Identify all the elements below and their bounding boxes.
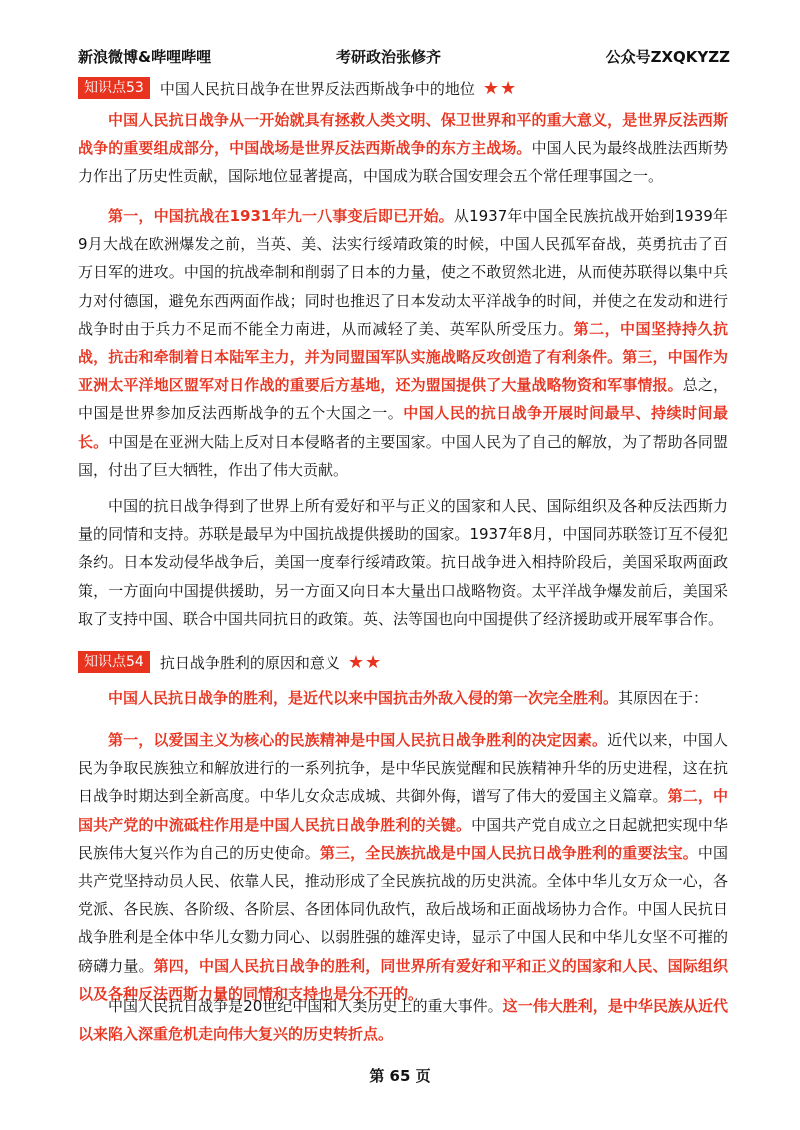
header-right-text: 公众号ZXQKYZZ	[605, 48, 730, 66]
knowledge-point-tag: 知识点54	[78, 651, 150, 673]
highlight-text: 中国人民的抗日战争开展时间最早、持续时间最长。	[78, 404, 728, 451]
header-center-text: 考研政治张修齐	[336, 48, 442, 66]
body-text: 中国共产党坚持动员人民、依靠人民，推动形成了全民族抗战的历史洪流。全体中华儿女万众一心，各党派、各民族、各阶级、各阶层、各团体同仇敌忾，敌后战场和正面战场协力合作。中国人民抗日战争胜利是全体中华儿女勠力同心、以弱胜强的雄浑史诗，显示了中国人民和中华儿女坚不可摧的磅礴力量。	[78, 843, 728, 975]
highlight-text: 第一，中国抗战在1931年九一八事变后即已开始。	[108, 207, 454, 225]
body-text: 中国是在亚洲大陆上反对日本侵略者的主要国家。中国人民为了自己的解放，为了帮助各同盟国，付出了巨大牺牲，作出了伟大贡献。	[78, 432, 728, 479]
highlight-text: 第二，中国坚持持久抗战，抗击和牵制着日本陆军主力，并为同盟国军队实施战略反攻创造了有利条件。第三，中国作为亚洲太平洋地区盟军对日作战的重要后方基地，还为盟国提供了大量战略物资和军事情报。	[78, 319, 728, 395]
paragraph	[78, 106, 728, 191]
body-text: 从1937年中国全民族抗战开始到1939年9月大战在欧洲爆发之前，当英、美、法实行绥靖政策的时候，中国人民孤军奋战，英勇抗击了百万日军的进攻。中国的抗战牵制和削弱了日本的力量，使之不敢贸然北进，从而使苏联得以集中兵力对付德国，避免东西两面作战；同时也推迟了日本发动太平洋战争的时间，并使之在发动和进行战争时由于兵力不足而不能全力南进，从而减轻了美、英军队所受压力。	[78, 207, 728, 338]
highlight-text: 中国人民抗日战争从一开始就具有拯救人类文明、保卫世界和平的重大意义，是世界反法西斯战争的重要组成部分，中国战场是世界反法西斯战争的东方主战场。	[78, 111, 728, 158]
body-text: 总之，中国是世界参加反法西斯战争的五个大国之一。	[78, 376, 728, 423]
knowledge-point-title: 中国人民抗日战争在世界反法西斯战争中的地位	[159, 79, 475, 98]
page-header	[78, 46, 730, 70]
body-text: 中国人民抗日战争是20世纪中国和人类历史上的重大事件。	[108, 997, 503, 1015]
knowledge-point-54-heading	[78, 650, 382, 674]
star-rating-icon: ★★	[482, 77, 518, 99]
highlight-text: 这一伟大胜利，是中华民族从近代以来陷入深重危机走向伟大复兴的历史转折点。	[78, 997, 728, 1044]
paragraph	[78, 492, 728, 633]
star-rating-icon: ★★	[347, 651, 383, 673]
knowledge-point-53-heading	[78, 76, 517, 100]
body-text: 中国共产党自成立之日起就把实现中华民族伟大复兴作为自己的历史使命。	[78, 815, 728, 862]
paragraph	[78, 992, 728, 1048]
highlight-text: 第一，以爱国主义为核心的民族精神是中国人民抗日战争胜利的决定因素。	[108, 731, 608, 749]
knowledge-point-title: 抗日战争胜利的原因和意义	[159, 653, 340, 672]
body-text: 其原因在于：	[618, 689, 709, 707]
knowledge-point-tag: 知识点53	[78, 77, 150, 99]
page-number: 第 65 页	[369, 1067, 431, 1085]
highlight-text: 第三，全民族抗战是中国人民抗日战争胜利的重要法宝。	[319, 843, 698, 862]
highlight-text: 中国人民抗日战争的胜利，是近代以来中国抗击外敌入侵的第一次完全胜利。	[108, 689, 619, 707]
body-text: 中国的抗日战争得到了世界上所有爱好和平与正义的国家和人民、国际组织及各种反法西斯力量的同情和支持。苏联是最早为中国抗战提供援助的国家。1937年8月，中国同苏联签订互不侵犯条约。日本发动侵华战争后，美国一度奉行绥靖政策。抗日战争进入相持阶段后，美国采取两面政策，一方面向中国提供援助，另一方面又向日本大量出口战略物资。太平洋战争爆发前后，美国采取了支持中国、联合中国共同抗日的政策。英、法等国也向中国提供了经济援助或开展军事合作。	[78, 497, 728, 628]
paragraph	[78, 726, 728, 1008]
highlight-text: 第二，中国共产党的中流砥柱作用是中国人民抗日战争胜利的关键。	[78, 787, 728, 834]
body-text: 近代以来，中国人民为争取民族独立和解放进行的一系列抗争，是中华民族觉醒和民族精神升华的历史进程，这在抗日战争时期达到全新高度。中华儿女众志成城、共御外侮，谱写了伟大的爱国主义篇章。	[78, 731, 728, 806]
paragraph	[78, 684, 728, 712]
header-left-text: 新浪微博&哔哩哔哩	[78, 48, 212, 66]
body-text: 中国人民为最终战胜法西斯势力作出了历史性贡献，国际地位显著提高，中国成为联合国安理会五个常任理事国之一。	[78, 139, 728, 186]
highlight-text: 第四，中国人民抗日战争的胜利，同世界所有爱好和平和正义的国家和人民、国际组织以及各种反法西斯力量的同情和支持也是分不开的。	[78, 956, 728, 1003]
paragraph	[78, 202, 728, 484]
